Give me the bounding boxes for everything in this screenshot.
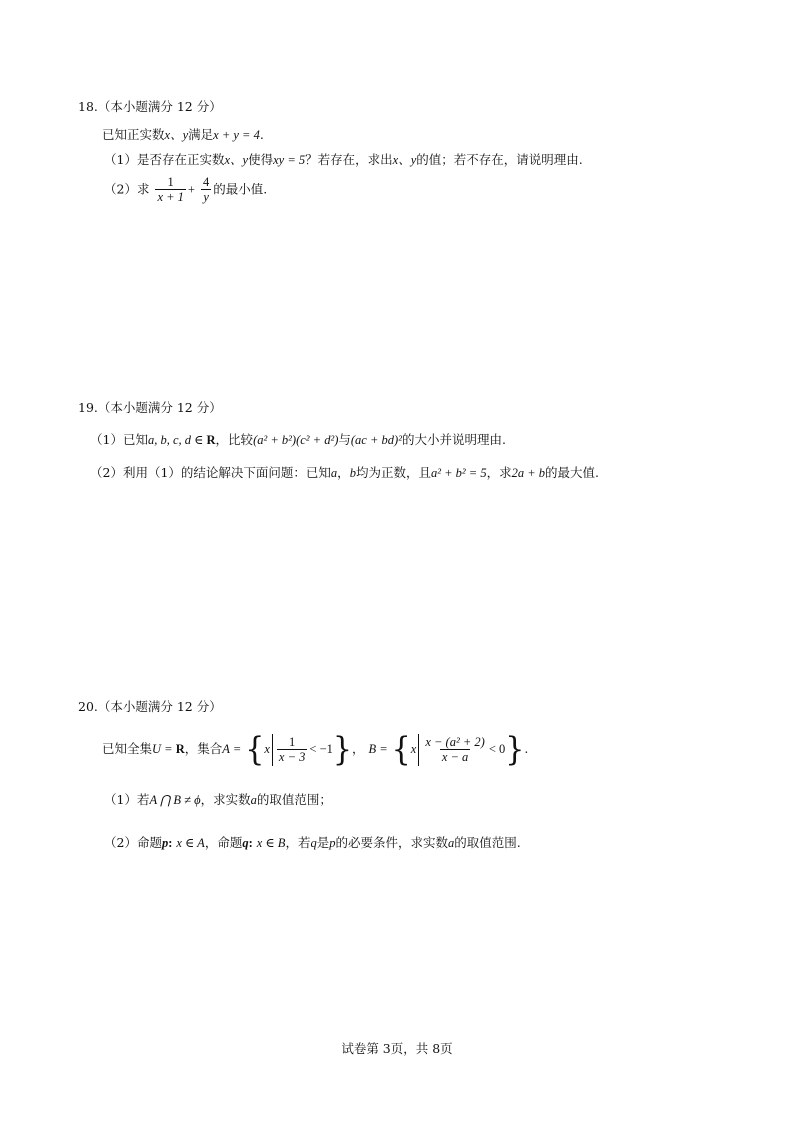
q18-premise <box>102 126 264 144</box>
q20-part1-lead: （1）若 <box>104 792 150 807</box>
q20-part2-q2: q <box>310 836 317 850</box>
q19-part1-expr1: (a² + b²)(c² + d²) <box>253 433 339 447</box>
q20-part1-a: a <box>250 793 257 807</box>
q20-part1 <box>104 791 332 809</box>
q19-part1-set: a, b, c, d ∈ <box>147 433 207 447</box>
q20-premise-end: . <box>524 741 529 756</box>
q19-part2-lead: （2）利用（1）的结论解决下面问题：已知 <box>90 465 331 480</box>
q18-premise-text: 已知正实数 <box>102 127 165 142</box>
q18-premise-end: . <box>259 127 264 142</box>
q19-part1-R: R <box>206 433 216 447</box>
q20-setB-bar <box>418 734 419 766</box>
q20-part2 <box>104 834 521 852</box>
q20-part1-tail: ，求实数 <box>200 792 251 807</box>
q20-part2-mid: ，命题 <box>204 835 243 850</box>
q18-part2-frac1 <box>155 175 185 204</box>
q19-part2 <box>90 464 599 482</box>
q18-part2 <box>104 175 267 204</box>
q19-part2-sep: ， <box>337 465 350 480</box>
q20-premise-lead: 已知全集 <box>102 741 153 756</box>
q19-part2-a: a <box>330 466 338 480</box>
q20-setA-lead: ，集合 <box>184 741 223 756</box>
q19-part1-with: 与 <box>338 432 351 447</box>
q18-part1 <box>104 151 583 169</box>
q20-part2-colon2: : <box>248 836 253 850</box>
q19-part2-tail: 的最大值. <box>545 465 600 480</box>
q20-setB-rel: < 0 <box>488 742 506 756</box>
q18-premise-vars: x、y <box>164 128 189 142</box>
q20-premise-B: B = <box>368 742 388 756</box>
q18-part2-frac2-den: y <box>203 190 209 204</box>
q20-part1-expr: A ⋂ B ≠ ϕ <box>149 793 201 807</box>
q18-part1-lead: （1）是否存在正实数 <box>104 152 225 167</box>
q18-part1-tail: 的值；若不存在，请说明理由. <box>416 152 583 167</box>
q20-part2-end: 的取值范围. <box>454 835 521 850</box>
q20-setB-den: x − a <box>441 750 469 764</box>
q18-part2-frac2 <box>201 175 211 204</box>
q20-setB-brace-left: { <box>391 729 411 769</box>
q18-part2-frac1-num: 1 <box>167 175 174 189</box>
q18-header: 18.（本小题满分 12 分） <box>78 99 222 114</box>
q20-setB-frac <box>423 735 487 764</box>
q18-part1-eq: xy = 5 <box>273 153 306 167</box>
q19-part1-tail: 的大小并说明理由. <box>401 432 506 447</box>
q20-part2-q: q <box>242 836 249 850</box>
q20-part2-colon1: : <box>168 836 173 850</box>
q20-part2-cond3: 的必要条件，求实数 <box>335 835 448 850</box>
q20-premise-U: U = <box>152 742 176 756</box>
q19-part2-ask: ，求 <box>486 465 512 480</box>
q20-setA-den: x − 3 <box>278 750 306 764</box>
q18-part1-vars2: x、y <box>392 153 417 167</box>
q20-setA-brace-left: { <box>245 729 265 769</box>
q18-part1-vars: x、y <box>224 153 249 167</box>
q18-premise-mid: 满足 <box>188 127 214 142</box>
q20-setA-rel: < −1 <box>309 742 333 756</box>
q20-premise <box>102 729 528 770</box>
q18-part1-after: ？若存在，求出 <box>305 152 393 167</box>
q20-part2-p2: p <box>329 836 336 850</box>
q18-part2-frac1-den: x + 1 <box>157 190 184 204</box>
q18-part1-mid: 使得 <box>248 152 274 167</box>
q20-setB-var: x <box>410 742 417 756</box>
q20-setA-brace-right: } <box>332 729 352 769</box>
q20-premise-A: A = <box>222 742 242 756</box>
q18-premise-eq: x + y = 4 <box>213 128 260 142</box>
q18-part2-plus: + <box>187 182 195 197</box>
q19-header: 19.（本小题满分 12 分） <box>78 400 222 415</box>
q19-part2-expr: 2a + b <box>511 466 546 480</box>
q20-part2-lead: （2）命题 <box>104 835 162 850</box>
q18-part2-frac2-num: 4 <box>202 175 210 189</box>
q20-part2-qexpr: x ∈ B <box>256 836 286 850</box>
q20-setB-brace-right: } <box>505 729 525 769</box>
q18-part2-lead: （2）求 <box>104 181 150 197</box>
q20-setA-frac <box>277 735 307 764</box>
q20-setB-lead: ， <box>351 741 365 756</box>
q20-part2-p: p <box>161 836 169 850</box>
q20-part2-cond1: ，若 <box>285 835 311 850</box>
q20-part2-pexpr: x ∈ A <box>176 836 205 850</box>
q19-part1-expr2: (ac + bd)² <box>350 433 402 447</box>
q20-setA-bar <box>272 734 273 766</box>
q20-part2-a: a <box>447 836 455 850</box>
q19-part2-eq: a² + b² = 5 <box>430 466 487 480</box>
q20-setA-num: 1 <box>289 735 296 749</box>
q19-part1-lead: （1）已知 <box>90 432 148 447</box>
q20-part1-end: 的取值范围； <box>256 792 332 807</box>
page-footer: 试卷第 3页，共 8页 <box>341 1041 453 1056</box>
q19-part2-mid: 均为正数，且 <box>355 465 431 480</box>
q19-part2-b: b <box>349 466 356 480</box>
q20-premise-R: R <box>175 742 185 756</box>
q19-part1 <box>90 431 506 449</box>
q19-part1-mid: ，比较 <box>215 432 254 447</box>
q20-part2-cond2: 是 <box>316 835 330 850</box>
q20-header: 20.（本小题满分 12 分） <box>78 699 222 714</box>
q18-part2-tail: 的最小值. <box>213 181 268 197</box>
q20-setA-var: x <box>264 742 270 756</box>
q20-setB-num: x − (a² + 2) <box>425 735 485 749</box>
